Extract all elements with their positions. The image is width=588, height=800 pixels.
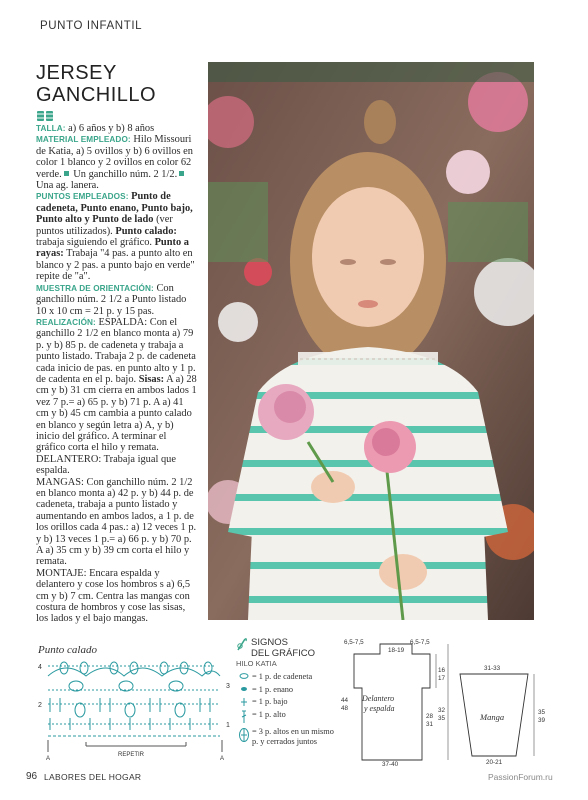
stripe-stitch-value: Trabaja "4 pas. a punto alto en blanco y 2 pas. a punto bajo en verde" repite de "a". <box>36 248 195 283</box>
sleeve-label: Manga <box>480 712 505 722</box>
stripe-stitch-label: Punto a rayas: <box>36 237 189 260</box>
gauge-value: Con ganchillo núm. 2 1/2 a Punto listado 10 x 10 cm = 21 p. y 15 pas. <box>36 282 187 317</box>
article-column <box>36 62 198 625</box>
cluster-icon <box>236 727 252 743</box>
legend-item <box>236 710 336 724</box>
sleeves-paragraph: MANGAS: Con ganchillo núm. 2 1/2 en blanco monta a) 42 p. y b) 44 p. de cadeneta, trabaja a punto listado y aumentando en ambos lados, a 1 p. de los orillos cada 4 pas.: a) 12 veces 1 p. y b) 13 veces 1 p.= a) 66 p. y b) 70 p. A a) 35 cm y b) 39 cm corta el hilo y remata. <box>36 476 197 568</box>
size-value: a) 6 años y b) 8 años <box>65 123 155 134</box>
stitches-label: PUNTOS EMPLEADOS: <box>36 192 129 202</box>
legend-title-line1: SIGNOS <box>251 637 288 648</box>
row-number-2: 2 <box>38 702 42 709</box>
photo-girl-with-flowers <box>208 62 534 620</box>
watermark: PassionForum.ru <box>488 772 553 782</box>
front-paragraph: DELANTERO: Trabaja igual que espalda. <box>36 453 176 477</box>
legend-label: = 3 p. altos en un mismo p. y cerrados juntos <box>252 727 334 746</box>
legend-title-line2: DEL GRÁFICO <box>251 648 316 659</box>
yarn-skeins-icon <box>36 109 198 121</box>
front-back-label-line1: Delantero <box>362 694 395 703</box>
legend-item <box>236 672 336 682</box>
side-measure-a: 28 <box>426 713 434 720</box>
article-body <box>36 123 198 625</box>
publication-name: LABORES DEL HOGAR <box>44 772 142 782</box>
gauge-label: MUESTRA DE ORIENTACIÓN: <box>36 283 154 293</box>
lace-stitch-value: trabaja siguiendo el gráfico. <box>36 237 152 249</box>
sleeve-length-a: 35 <box>538 709 546 716</box>
single-crochet-icon <box>236 697 252 707</box>
legend-item <box>236 685 336 695</box>
chain-stitch-icon <box>236 672 252 680</box>
materials-needle: Una ag. lanera. <box>36 180 99 192</box>
legend-item <box>236 727 336 746</box>
materials-hook: Un ganchillo núm. 2 1/2. <box>70 168 178 180</box>
assembly-paragraph: MONTAJE: Encara espalda y delantero y cose los hombros s a) 6,5 cm y b) 7 cm. Centra las mangas con costura de hombros y cose las sisas, los lados y el bajo mangas. <box>36 567 191 625</box>
neck-measure: 18-19 <box>388 647 405 654</box>
legend-subtitle: HILO KATIA <box>236 659 277 668</box>
total-length-b: 48 <box>341 705 349 712</box>
instructions-paragraph <box>36 317 198 454</box>
row-number-3: 3 <box>226 683 230 690</box>
lace-stitch-label: Punto calado: <box>112 225 177 237</box>
front-back-label-line2: y espalda <box>364 704 395 713</box>
row-number-1: 1 <box>226 722 230 729</box>
article-title: JERSEY GANCHILLO <box>36 62 157 106</box>
page-number: 96 <box>26 771 38 782</box>
size-label: TALLA: <box>36 124 66 133</box>
width-measure: 37-40 <box>382 761 399 768</box>
garment-schematics <box>340 638 560 768</box>
crochet-hook-icon <box>236 637 248 656</box>
bullet-square-icon <box>64 171 69 176</box>
stitches-paragraph <box>36 191 198 282</box>
sleeve-length-b: 39 <box>538 717 546 724</box>
side-measure-b: 31 <box>426 721 434 728</box>
legend-header <box>236 637 336 659</box>
repeat-label: REPETIR <box>118 752 145 758</box>
total-right-measure-a: 32 <box>438 707 446 714</box>
stitches-value: Punto de cadeneta, Punto enano, Punto bajo, Punto alto y Punto de lado <box>36 191 193 226</box>
materials-value: Hilo Missouri de Katia, a) 5 ovillos y b) 6 ovillos en color 1 blanco y 2 ovillos en color 62 verde. <box>36 134 193 180</box>
chart-legend <box>236 637 336 749</box>
bullet-square-icon <box>179 171 184 176</box>
section-header: PUNTO INFANTIL <box>40 20 143 32</box>
gauge-paragraph <box>36 283 198 317</box>
legend-label: = 1 p. bajo <box>252 697 288 706</box>
armholes-value: A a) 28 cm y b) 31 cm cierra en ambos lados 1 vez 7 p.= a) 65 p. y b) 71 p. A a) 41 cm y b) 45 cm cambia a punto calado en blanco y según letra a) A, y b) inicio del gráfico. A terminar el gráfico corta el hilo y remata. <box>36 373 197 454</box>
shoulder-left-measure: 6,5-7,5 <box>344 639 364 646</box>
legend-item <box>236 697 336 707</box>
chart-title: Punto calado <box>38 644 97 656</box>
letter-a-right: A <box>220 756 225 760</box>
stitch-chart <box>36 656 236 760</box>
letter-a-left: A <box>46 756 51 760</box>
double-crochet-icon <box>236 710 252 724</box>
sleeve-bottom-measure: 20-21 <box>486 759 503 766</box>
row-number-4: 4 <box>38 664 42 671</box>
materials-paragraph <box>36 134 198 191</box>
materials-label: MATERIAL EMPLEADO: <box>36 135 131 145</box>
legend-label: = 1 p. alto <box>252 710 286 719</box>
sleeve-top-measure: 31-33 <box>484 665 501 672</box>
legend-label: = 1 p. enano <box>252 684 294 694</box>
legend-label: = 1 p. de cadeneta <box>252 672 313 681</box>
armhole-measure-b: 17 <box>438 675 446 682</box>
shoulder-right-measure: 6,5-7,5 <box>410 639 430 646</box>
stitches-note: (ver puntos utilizados). <box>36 214 173 237</box>
slip-stitch-icon <box>236 685 252 693</box>
size-paragraph <box>36 123 198 134</box>
back-instructions: ESPALDA: Con el ganchillo 2 1/2 en blanco monta a) 79 p. y b) 85 p. de cadeneta y trabaja a punto listado. Trabaja 2 p. de cadeneta cada inicio de pas. en punto alto y 1 p. de cadenta en el p. bajo. <box>36 316 196 385</box>
instructions-label: REALIZACIÓN: <box>36 317 96 327</box>
total-right-measure-b: 35 <box>438 715 446 722</box>
total-length-a: 44 <box>341 697 349 704</box>
armhole-measure-a: 16 <box>438 667 446 674</box>
armholes-label: Sisas: <box>136 373 165 385</box>
